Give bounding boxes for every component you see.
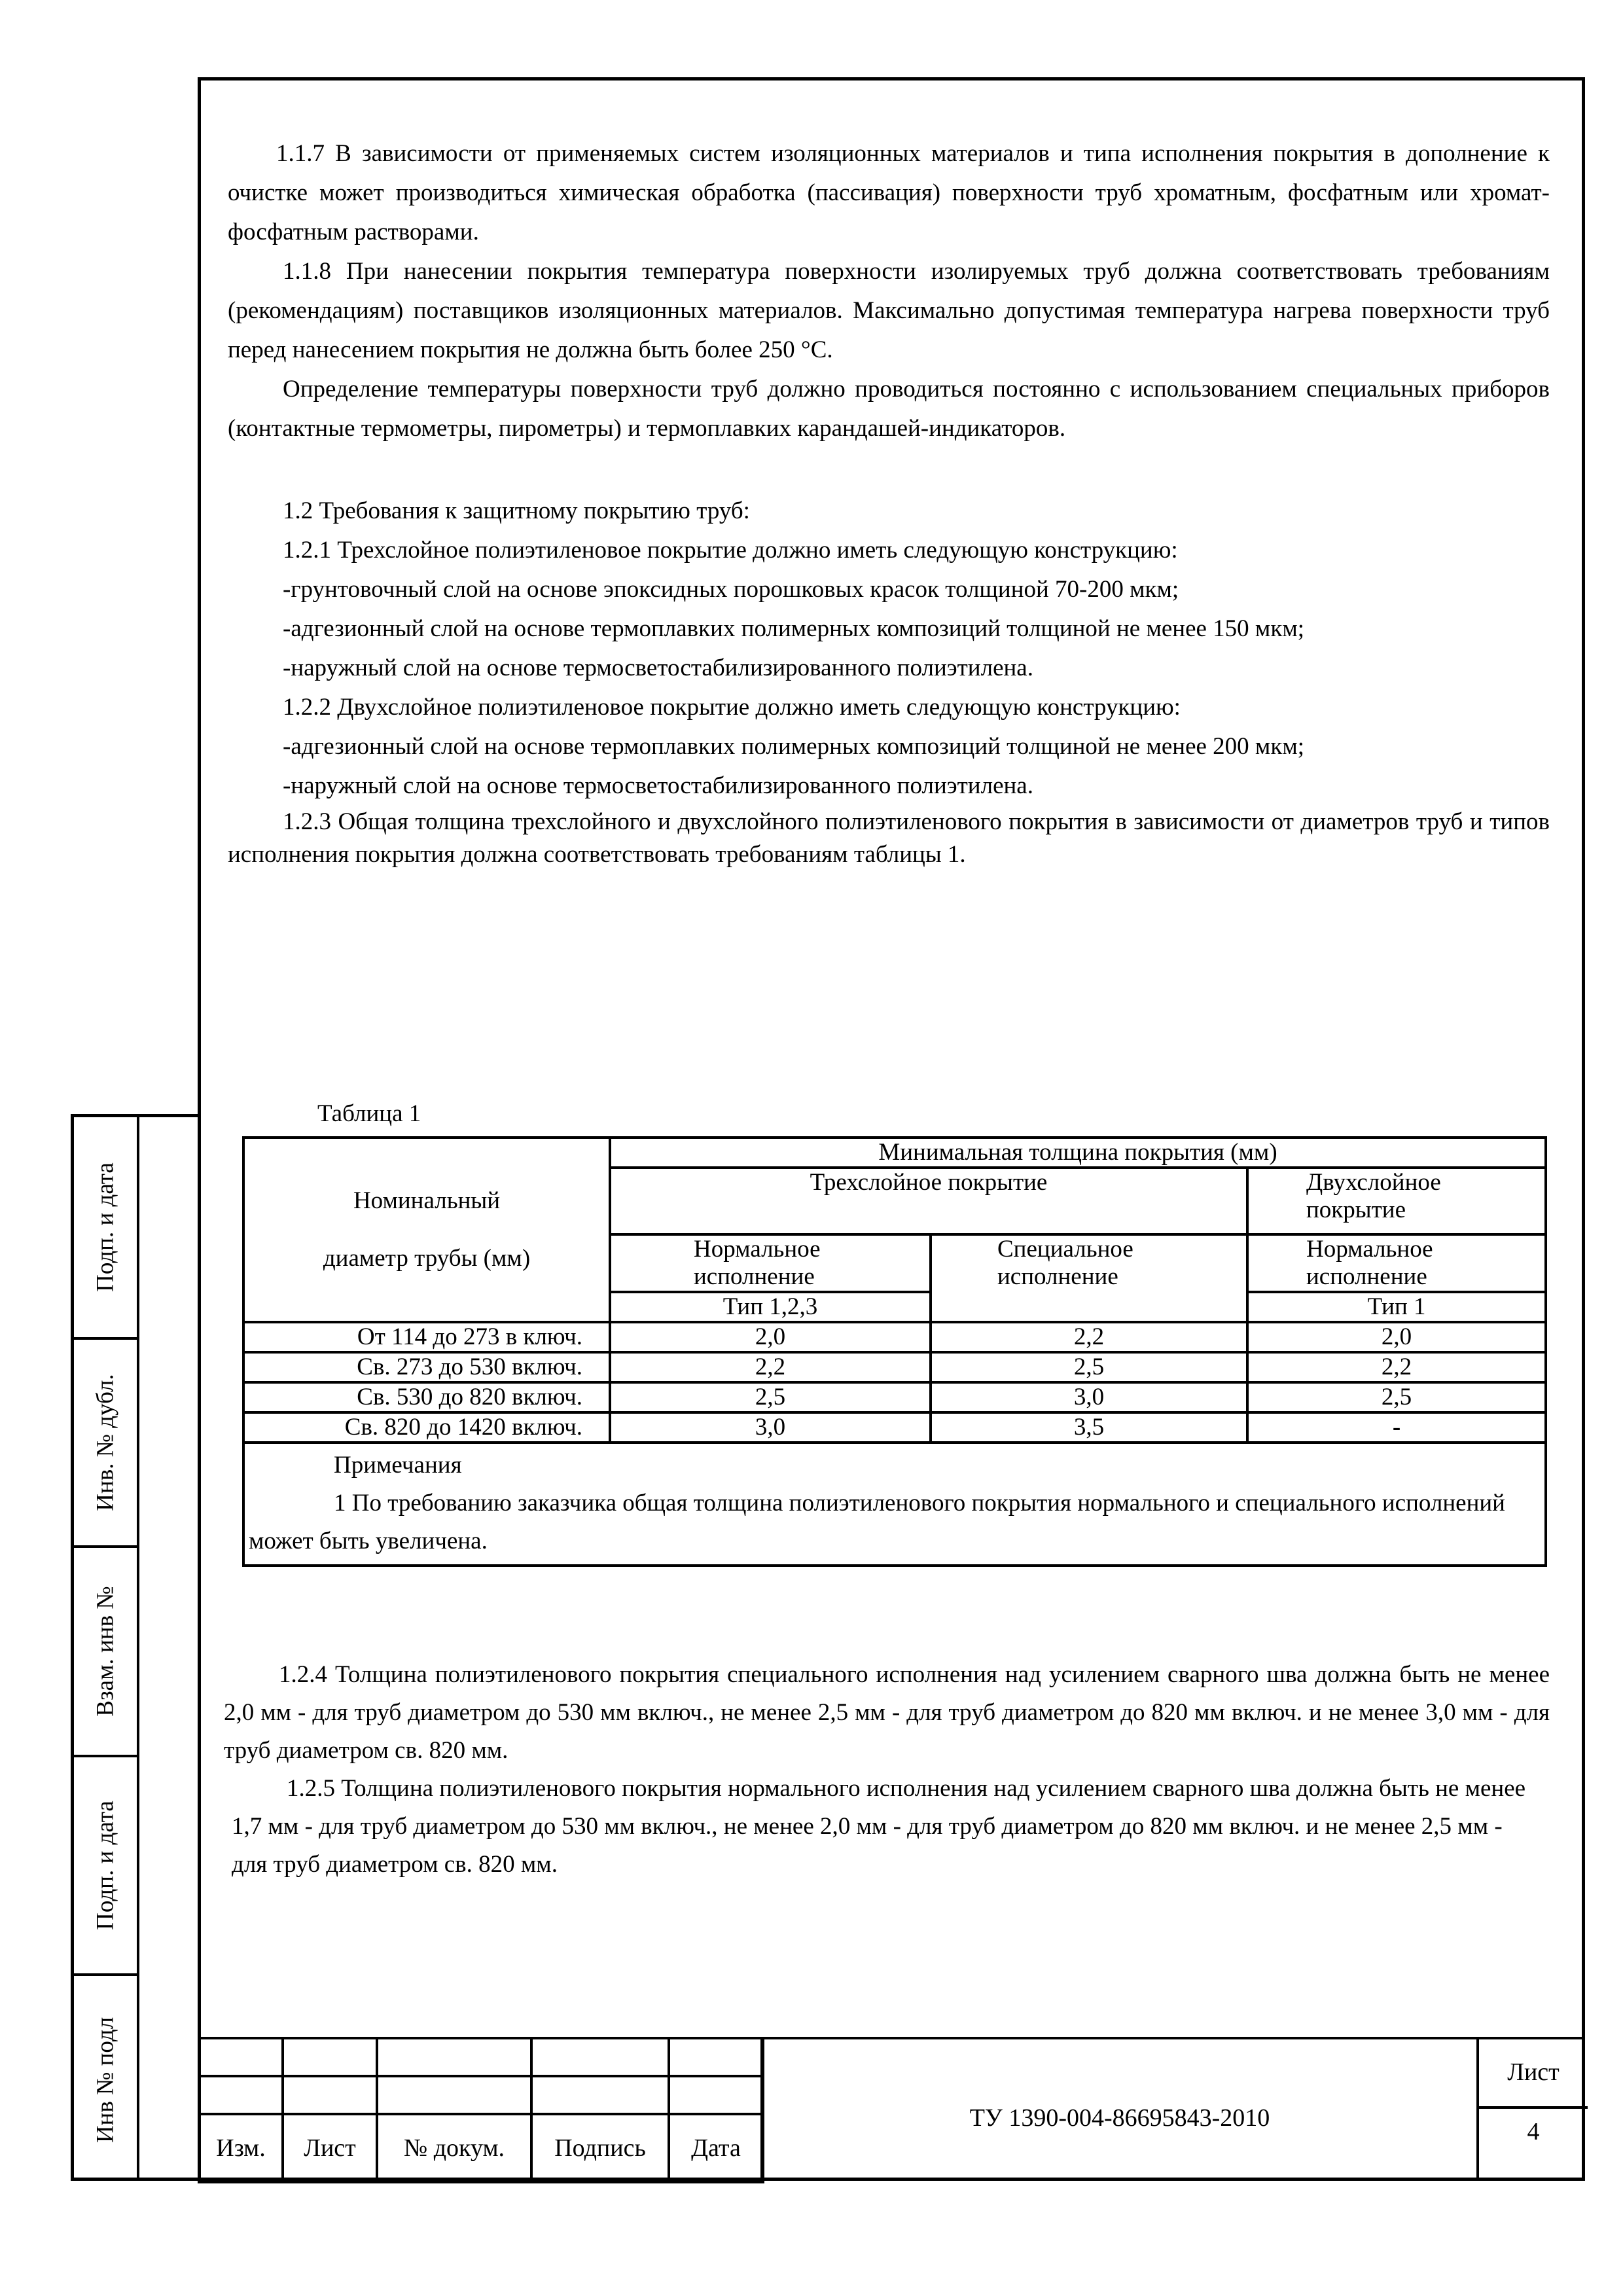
side-label: Инв. № дубл. bbox=[92, 1374, 119, 1511]
paragraph-1-2-1: 1.2.1 Трехслойное полиэтиленовое покрытие должно иметь следующую конструкцию: bbox=[283, 537, 1178, 564]
paragraph-1-1-8-b: Определение температуры поверхности труб должно проводиться постоянно с использованием специальных приборов (контактные термометры, пирометры) и термоплавких карандашей-индикаторов. bbox=[228, 376, 1550, 442]
header-two-layer: Двухслойное покрытие bbox=[1247, 1168, 1546, 1234]
paragraph-1-2-2-b: -наружный слой на основе термосветостабилизированного полиэтилена. bbox=[283, 772, 1033, 799]
paragraph-1-2-5: 1.2.5 Толщина полиэтиленового покрытия нормального исполнения над усилением сварного шва должна быть не менее 1,7 мм - для труб диаметром до 530 мм включ., не менее 2,0 мм - для труб диаметром до 820 мм включ. и не менее 2,5 мм - для труб диаметром св. 820 мм. bbox=[232, 1775, 1526, 1878]
sheet-label: Лист bbox=[1479, 2039, 1588, 2109]
table-row: От 114 до 273 в ключ. 2,0 2,2 2,0 bbox=[243, 1322, 1546, 1352]
label-date: Дата bbox=[669, 2114, 763, 2182]
header-normal-2: Нормальное исполнение bbox=[1247, 1234, 1546, 1292]
paragraph-1-2-1-b: -адгезионный слой на основе термоплавких полимерных композиций толщиной не менее 150 мкм; bbox=[283, 615, 1305, 642]
paragraph-1-2-1-a: -грунтовочный слой на основе эпоксидных порошковых красок толщиной 70-200 мкм; bbox=[283, 576, 1179, 603]
side-label: Подп. и дата bbox=[92, 1162, 119, 1292]
paragraph-1-2-2-a: -адгезионный слой на основе термоплавких полимерных композиций толщиной не менее 200 мкм; bbox=[283, 733, 1305, 760]
document-code: ТУ 1390-004-86695843-2010 bbox=[969, 2104, 1270, 2132]
label-izm: Изм. bbox=[199, 2114, 283, 2182]
label-list: Лист bbox=[283, 2114, 377, 2182]
table-row: Св. 820 до 1420 включ. 3,0 3,5 - bbox=[243, 1412, 1546, 1443]
header-type-1: Тип 1 bbox=[1247, 1292, 1546, 1322]
label-docnum: № докум. bbox=[377, 2114, 531, 2182]
label-sign: Подпись bbox=[531, 2114, 669, 2182]
title-block bbox=[198, 2037, 1585, 2181]
header-diameter: Номинальный диаметр трубы (мм) bbox=[243, 1138, 610, 1322]
header-type-123: Тип 1,2,3 bbox=[610, 1292, 931, 1322]
table-1-caption: Таблица 1 bbox=[317, 1100, 421, 1127]
sheet-number: 4 bbox=[1527, 2118, 1540, 2145]
side-label: Взам. инв № bbox=[92, 1586, 119, 1717]
side-label: Инв № подл bbox=[92, 2017, 119, 2144]
side-stamp bbox=[71, 1114, 198, 2181]
paragraph-1-2-4: 1.2.4 Толщина полиэтиленового покрытия специального исполнения над усилением сварного шва должна быть не менее 2,0 мм - для труб диаметром до 530 мм включ., не менее 2,5 мм - для труб диаметром до 820 мм включ. и не менее 3,0 мм - для труб диаметром св. 820 мм. bbox=[224, 1661, 1550, 1764]
side-label: Подп. и дата bbox=[92, 1801, 119, 1930]
paragraph-1-2-2: 1.2.2 Двухслойное полиэтиленовое покрытие должно иметь следующую конструкцию: bbox=[283, 694, 1181, 721]
table-row: Св. 273 до 530 включ. 2,2 2,5 2,2 bbox=[243, 1352, 1546, 1382]
paragraph-1-1-7: 1.1.7 В зависимости от применяемых систем изоляционных материалов и типа исполнения покрытия в дополнение к очистке может производиться химическая обработка (пассивация) поверхности труб хроматным, фосфатным или хромат-фосфатным растворами. bbox=[228, 140, 1550, 245]
header-three-layer: Трехслойное покрытие bbox=[610, 1168, 1247, 1234]
document-body bbox=[228, 134, 1550, 871]
table-notes: Примечания 1 По требованию заказчика общая толщина полиэтиленового покрытия нормального и специального исполнений может быть увеличена. bbox=[243, 1443, 1546, 1566]
header-min-thickness: Минимальная толщина покрытия (мм) bbox=[610, 1138, 1546, 1168]
paragraph-1-2-3: 1.2.3 Общая толщина трехслойного и двухслойного полиэтиленового покрытия в зависимости от диаметров труб и типов исполнения покрытия должна соответствовать требованиям таблицы 1. bbox=[228, 808, 1550, 868]
header-special: Специальное исполнение bbox=[931, 1234, 1247, 1322]
table-1 bbox=[242, 1136, 1547, 1567]
section-1-2-heading: 1.2 Требования к защитному покрытию труб: bbox=[283, 497, 750, 524]
document-body-lower bbox=[224, 1656, 1550, 1884]
header-normal: Нормальное исполнение bbox=[610, 1234, 931, 1292]
paragraph-1-1-8: 1.1.8 При нанесении покрытия температура поверхности изолируемых труб должна соответствовать требованиям (рекомендациям) поставщиков изоляционных материалов. Максимально допустимая температура нагрева поверхности труб перед нанесением покрытия не должна быть более 250 °С. bbox=[228, 258, 1550, 363]
paragraph-1-2-1-c: -наружный слой на основе термосветостабилизированного полиэтилена. bbox=[283, 655, 1033, 681]
title-block-grid bbox=[198, 2037, 764, 2183]
table-row: Св. 530 до 820 включ. 2,5 3,0 2,5 bbox=[243, 1382, 1546, 1412]
